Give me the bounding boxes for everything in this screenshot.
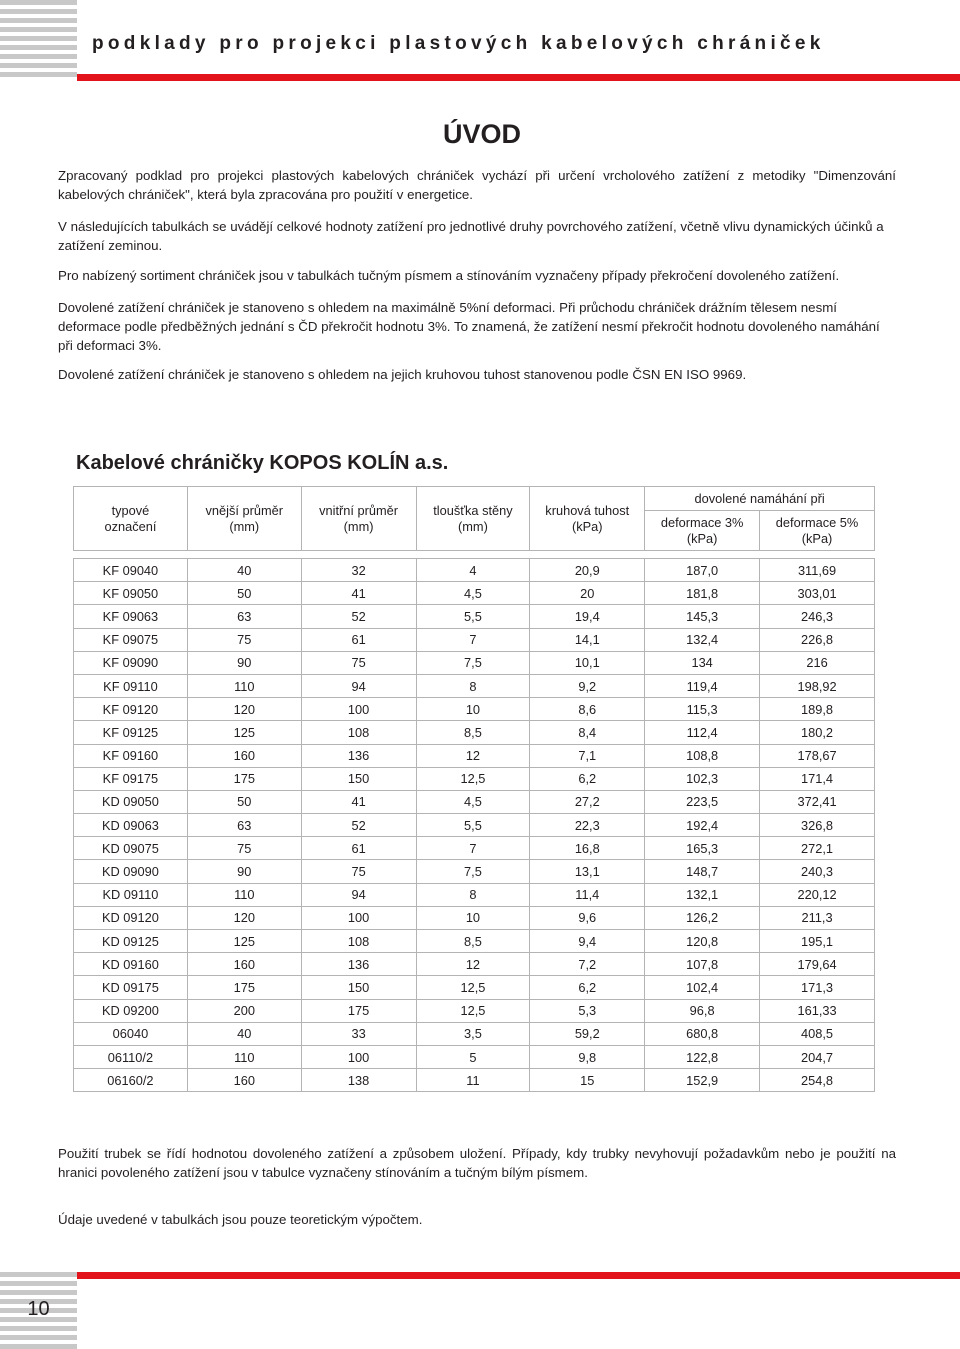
table-cell: 3,5 <box>416 1022 530 1045</box>
page-number: 10 <box>27 1298 50 1320</box>
table-cell: 102,3 <box>645 767 760 790</box>
table-row <box>74 860 875 883</box>
table-cell: KD 09160 <box>74 953 188 976</box>
table-cell: 40 <box>187 559 301 582</box>
table-cell: 61 <box>301 837 416 860</box>
table-cell: 33 <box>301 1022 416 1045</box>
table-cell: 120 <box>187 698 301 721</box>
table-cell: 175 <box>301 999 416 1022</box>
table-cell: 7,1 <box>530 744 645 767</box>
table-cell: KD 09090 <box>74 860 188 883</box>
table-cell: 175 <box>187 976 301 999</box>
table-cell: 150 <box>301 976 416 999</box>
header-def5-line1: deformace 5% <box>775 514 859 530</box>
table-cell: 160 <box>187 1069 301 1092</box>
table-cell: 32 <box>301 559 416 582</box>
table-title: Kabelové chráničky KOPOS KOLÍN a.s. <box>76 452 449 474</box>
header-stiff-line1: kruhová tuhost <box>545 502 630 518</box>
table-cell: 107,8 <box>645 953 760 976</box>
table-cell: 7,2 <box>530 953 645 976</box>
load-table <box>73 486 875 1092</box>
table-cell: 108 <box>301 721 416 744</box>
table-cell: 4 <box>416 559 530 582</box>
table-cell: 220,12 <box>760 883 875 906</box>
table-cell: 11 <box>416 1069 530 1092</box>
table-cell: KF 09050 <box>74 582 188 605</box>
table-cell: 7 <box>416 628 530 651</box>
table-row <box>74 651 875 674</box>
table-cell: KF 09063 <box>74 605 188 628</box>
table-cell: 6,2 <box>530 767 645 790</box>
footer-note-2: Údaje uvedené v tabulkách jsou pouze teoretickým výpočtem. <box>58 1212 423 1227</box>
table-cell: 19,4 <box>530 605 645 628</box>
table-row <box>74 721 875 744</box>
table-cell: 150 <box>301 767 416 790</box>
table-cell: KD 09075 <box>74 837 188 860</box>
table-cell: 110 <box>187 674 301 697</box>
table-row <box>74 999 875 1022</box>
table-cell: 112,4 <box>645 721 760 744</box>
table-cell: 7,5 <box>416 860 530 883</box>
table-cell: 14,1 <box>530 628 645 651</box>
table-cell: KD 09120 <box>74 906 188 929</box>
header-type-line2: označení <box>104 518 157 534</box>
header-def3-line2: (kPa) <box>686 530 718 546</box>
table-cell: 5,3 <box>530 999 645 1022</box>
table-cell: 59,2 <box>530 1022 645 1045</box>
table-cell: 195,1 <box>760 930 875 953</box>
header-inner-line1: vnitřní průměr <box>319 502 399 518</box>
table-cell: 63 <box>187 605 301 628</box>
table-cell: 10,1 <box>530 651 645 674</box>
table-cell: 136 <box>301 744 416 767</box>
header-deformation-5 <box>760 511 875 551</box>
table-cell: 171,3 <box>760 976 875 999</box>
table-row <box>74 605 875 628</box>
table-cell: 12 <box>416 953 530 976</box>
table-cell: 115,3 <box>645 698 760 721</box>
table-cell: 41 <box>301 582 416 605</box>
table-row <box>74 582 875 605</box>
table-cell: 226,8 <box>760 628 875 651</box>
table-cell: 75 <box>301 860 416 883</box>
intro-paragraph-2: V následujících tabulkách se uvádějí celkové hodnoty zatížení pro jednotlivé druhy povrchového zatížení, včetně vlivu dynamických účinků a zatížení zeminou. <box>58 219 884 253</box>
table-cell: 22,3 <box>530 814 645 837</box>
table-cell: 125 <box>187 721 301 744</box>
header-allowed-load-group: dovolené namáhání při <box>645 487 875 511</box>
table-cell: 10 <box>416 906 530 929</box>
table-cell: 198,92 <box>760 674 875 697</box>
table-cell: 5 <box>416 1045 530 1068</box>
table-cell: 8,4 <box>530 721 645 744</box>
table-cell: 5,5 <box>416 605 530 628</box>
table-cell: 11,4 <box>530 883 645 906</box>
table-cell: 12,5 <box>416 767 530 790</box>
table-cell: 134 <box>645 651 760 674</box>
table-cell: KD 09050 <box>74 790 188 813</box>
table-cell: 178,67 <box>760 744 875 767</box>
table-cell: 8,5 <box>416 930 530 953</box>
table-cell: 4,5 <box>416 790 530 813</box>
table-cell: KF 09160 <box>74 744 188 767</box>
header-def5-line2: (kPa) <box>801 530 833 546</box>
table-cell: 50 <box>187 582 301 605</box>
table-row <box>74 628 875 651</box>
header-inner-diameter <box>301 487 416 551</box>
table-cell: 4,5 <box>416 582 530 605</box>
table-cell: 240,3 <box>760 860 875 883</box>
table-cell: KF 09120 <box>74 698 188 721</box>
table-cell: 132,1 <box>645 883 760 906</box>
table-row <box>74 976 875 999</box>
table-cell: 41 <box>301 790 416 813</box>
table-cell: 8,6 <box>530 698 645 721</box>
header-outer-line2: (mm) <box>229 518 260 534</box>
table-row <box>74 698 875 721</box>
table-cell: 15 <box>530 1069 645 1092</box>
table-cell: 110 <box>187 1045 301 1068</box>
table-cell: 9,4 <box>530 930 645 953</box>
table-cell: 9,8 <box>530 1045 645 1068</box>
footer-red-bar <box>77 1272 960 1279</box>
table-cell: 216 <box>760 651 875 674</box>
header-wall-line2: (mm) <box>458 518 488 534</box>
table-row <box>74 674 875 697</box>
header-type-line1: typové <box>111 502 150 518</box>
table-cell: 254,8 <box>760 1069 875 1092</box>
table-cell: 20 <box>530 582 645 605</box>
table-cell: 180,2 <box>760 721 875 744</box>
table-cell: 12,5 <box>416 976 530 999</box>
table-cell: 94 <box>301 883 416 906</box>
table-cell: 181,8 <box>645 582 760 605</box>
table-cell: 8,5 <box>416 721 530 744</box>
table-cell: 211,3 <box>760 906 875 929</box>
table-row <box>74 767 875 790</box>
table-row <box>74 930 875 953</box>
table-cell: 27,2 <box>530 790 645 813</box>
table-cell: 10 <box>416 698 530 721</box>
table-row <box>74 790 875 813</box>
intro-paragraph-3: Pro nabízený sortiment chrániček jsou v tabulkách tučným písmem a stínováním vyznačeny případy překročení dovoleného zatížení. <box>58 268 840 283</box>
intro-paragraph-5: Dovolené zatížení chrániček je stanoveno s ohledem na jejich kruhovou tuhost stanovenou podle ČSN EN ISO 9969. <box>58 367 747 382</box>
table-cell: 40 <box>187 1022 301 1045</box>
table-cell: 160 <box>187 744 301 767</box>
table-cell: 8 <box>416 674 530 697</box>
table-cell: 138 <box>301 1069 416 1092</box>
table-row <box>74 1022 875 1045</box>
table-cell: 160 <box>187 953 301 976</box>
table-cell: KF 09075 <box>74 628 188 651</box>
table-cell: 06110/2 <box>74 1045 188 1068</box>
table-cell: 189,8 <box>760 698 875 721</box>
table-cell: 20,9 <box>530 559 645 582</box>
table-cell: 408,5 <box>760 1022 875 1045</box>
header-stiff-line2: (kPa) <box>571 518 603 534</box>
header-deformation-3 <box>645 511 760 551</box>
table-cell: 132,4 <box>645 628 760 651</box>
table-cell: 145,3 <box>645 605 760 628</box>
table-cell: 75 <box>301 651 416 674</box>
table-row <box>74 744 875 767</box>
header-inner-line2: (mm) <box>343 518 374 534</box>
table-row <box>74 953 875 976</box>
table-cell: KF 09175 <box>74 767 188 790</box>
table-row <box>74 559 875 582</box>
table-cell: 61 <box>301 628 416 651</box>
table-cell: 303,01 <box>760 582 875 605</box>
table-cell: 311,69 <box>760 559 875 582</box>
table-cell: 126,2 <box>645 906 760 929</box>
table-row <box>74 906 875 929</box>
header-red-bar <box>77 74 960 81</box>
table-cell: 63 <box>187 814 301 837</box>
header-wall-line1: tloušťka stěny <box>433 502 513 518</box>
table-cell: 161,33 <box>760 999 875 1022</box>
intro-paragraph-1: Zpracovaný podklad pro projekci plastových kabelových chrániček vychází při určení vrcholového zatížení z metodiky "Dimenzování kabelových chrániček", která byla zpracována pro použití v energetice. <box>58 168 896 202</box>
table-cell: KD 09110 <box>74 883 188 906</box>
table-cell: 165,3 <box>645 837 760 860</box>
table-cell: 16,8 <box>530 837 645 860</box>
page-title: ÚVOD <box>443 119 522 149</box>
table-cell: 200 <box>187 999 301 1022</box>
table-cell: 187,0 <box>645 559 760 582</box>
table-cell: 8 <box>416 883 530 906</box>
table-cell: 90 <box>187 860 301 883</box>
table-cell: 9,6 <box>530 906 645 929</box>
table-cell: KD 09125 <box>74 930 188 953</box>
table-cell: 90 <box>187 651 301 674</box>
table-cell: 120 <box>187 906 301 929</box>
table-cell: 223,5 <box>645 790 760 813</box>
table-cell: 136 <box>301 953 416 976</box>
table-cell: 50 <box>187 790 301 813</box>
table-cell: 100 <box>301 906 416 929</box>
table-cell: 94 <box>301 674 416 697</box>
table-cell: KF 09110 <box>74 674 188 697</box>
header-wall-thickness <box>416 487 530 551</box>
table-cell: 9,2 <box>530 674 645 697</box>
table-cell: 246,3 <box>760 605 875 628</box>
table-cell: 102,4 <box>645 976 760 999</box>
table-cell: 326,8 <box>760 814 875 837</box>
table-cell: 108 <box>301 930 416 953</box>
table-cell: 148,7 <box>645 860 760 883</box>
table-cell: KD 09063 <box>74 814 188 837</box>
table-cell: KF 09040 <box>74 559 188 582</box>
table-cell: 75 <box>187 628 301 651</box>
table-cell: 119,4 <box>645 674 760 697</box>
table-cell: 110 <box>187 883 301 906</box>
table-cell: 7 <box>416 837 530 860</box>
table-cell: KF 09125 <box>74 721 188 744</box>
table-cell: 52 <box>301 814 416 837</box>
table-cell: 108,8 <box>645 744 760 767</box>
table-cell: 680,8 <box>645 1022 760 1045</box>
table-cell: 5,5 <box>416 814 530 837</box>
header-type <box>74 487 188 551</box>
header-ring-stiffness <box>530 487 645 551</box>
header-def3-line1: deformace 3% <box>660 514 744 530</box>
table-row <box>74 883 875 906</box>
intro-paragraph-4: Dovolené zatížení chrániček je stanoveno s ohledem na maximálně 5%ní deformaci. Při průchodu chrániček drážním tělesem nesmí deformace podle předběžných jednání s ČD překročit hodnotu 3%. To znamená, že zatížení nesmí překročit hodnotu dovoleného namáhání při deformaci 3%. <box>58 300 880 353</box>
table-cell: 175 <box>187 767 301 790</box>
table-cell: 192,4 <box>645 814 760 837</box>
table-cell: 122,8 <box>645 1045 760 1068</box>
table-cell: 100 <box>301 698 416 721</box>
header-outer-diameter <box>187 487 301 551</box>
table-cell: 152,9 <box>645 1069 760 1092</box>
table-cell: 7,5 <box>416 651 530 674</box>
table-cell: 52 <box>301 605 416 628</box>
table-row <box>74 1045 875 1068</box>
table-row <box>74 837 875 860</box>
table-cell: 6,2 <box>530 976 645 999</box>
table-cell: KD 09175 <box>74 976 188 999</box>
table-row <box>74 814 875 837</box>
table-cell: 12 <box>416 744 530 767</box>
table-cell: 100 <box>301 1045 416 1068</box>
table-cell: 125 <box>187 930 301 953</box>
table-cell: 13,1 <box>530 860 645 883</box>
table-cell: 171,4 <box>760 767 875 790</box>
table-cell: KF 09090 <box>74 651 188 674</box>
table-cell: 06160/2 <box>74 1069 188 1092</box>
table-cell: 204,7 <box>760 1045 875 1068</box>
decorative-stripes-top <box>0 0 77 80</box>
header-outer-line1: vnější průměr <box>205 502 284 518</box>
table-spacer-row <box>74 551 875 559</box>
table-spacer-cell <box>74 551 875 559</box>
table-cell: 96,8 <box>645 999 760 1022</box>
table-body <box>74 551 875 1092</box>
table-cell: 06040 <box>74 1022 188 1045</box>
table-cell: 75 <box>187 837 301 860</box>
footer-note-1: Použití trubek se řídí hodnotou dovoleného zatížení a způsobem uložení. Případy, kdy trubky nevyhovují požadavkům nebo je použití na hranici povoleného zatížení jsou v tabulce vyznačeny stínováním a tučným bílým písmem. <box>58 1146 896 1180</box>
table-cell: 179,64 <box>760 953 875 976</box>
table-cell: 372,41 <box>760 790 875 813</box>
table-cell: 12,5 <box>416 999 530 1022</box>
table-cell: KD 09200 <box>74 999 188 1022</box>
table-cell: 120,8 <box>645 930 760 953</box>
header-title: podklady pro projekci plastových kabelových chrániček <box>92 33 825 54</box>
table-row <box>74 1069 875 1092</box>
table-cell: 272,1 <box>760 837 875 860</box>
